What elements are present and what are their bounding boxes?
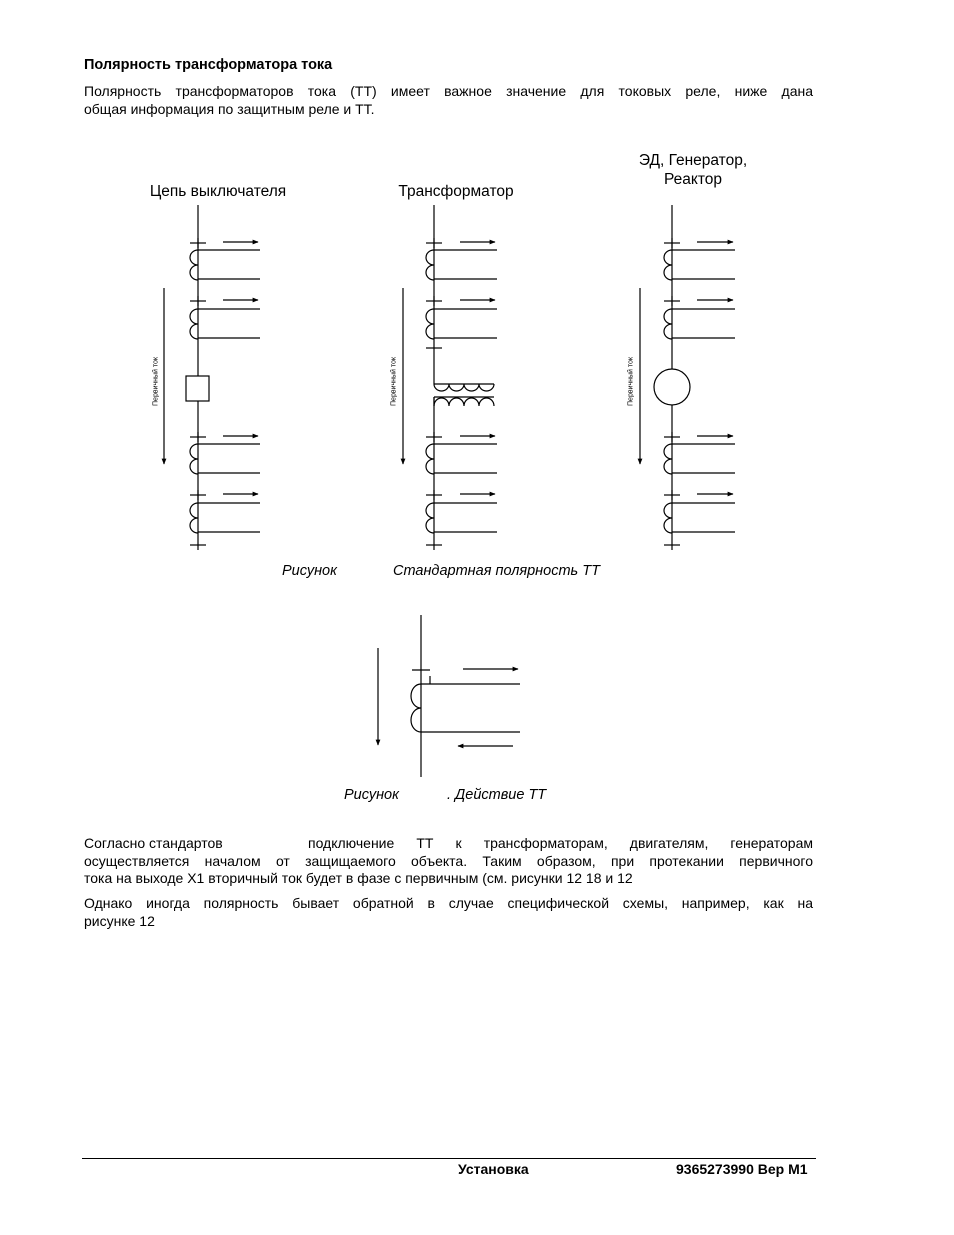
intro-line-1: Полярность трансформаторов тока (ТТ) имеет важное значение для токовых реле, ниже дана (84, 83, 813, 99)
ct-3d (664, 490, 735, 545)
motor-label-line-1: ЭД, Генератор, (638, 152, 748, 169)
ct-2b (426, 296, 497, 348)
reverse-line-1: Однако иногда полярность бывает обратной в случае специфической схемы, например, как на (84, 895, 813, 911)
standards-paragraph (84, 835, 813, 888)
transformer-label: Трансформатор (398, 183, 514, 200)
standards-line-1 (84, 835, 813, 853)
primary-current-label-2: Первичный ток (390, 357, 398, 406)
ct-1a (190, 238, 260, 280)
ct-2c (426, 432, 497, 474)
ct-1b (190, 296, 260, 339)
ct-3b (664, 296, 735, 339)
figure-1-caption-text: Стандартная полярность ТТ (393, 563, 600, 579)
breaker-circuit-label: Цепь выключателя (149, 183, 287, 200)
reverse-line-2: рисунке 12 (84, 912, 155, 929)
standards-line-1a: Согласно стандартов (84, 835, 223, 851)
figure-2-caption-text: . Действие ТТ (447, 787, 547, 803)
power-transformer-symbol (434, 384, 494, 406)
footer-section: Установка (458, 1161, 529, 1177)
standards-line-2: осуществляется началом от защищаемого объекта. Таким образом, при протекании первичного (84, 852, 813, 869)
figure-ct-action-diagram (378, 615, 520, 777)
ct-3c (664, 432, 735, 474)
primary-current-label-3: Первичный ток (627, 357, 635, 406)
ct-1c (190, 432, 260, 474)
figure-2-caption-label: Рисунок (344, 787, 399, 803)
reverse-polarity-paragraph (84, 895, 813, 930)
footer-divider (82, 1158, 816, 1159)
primary-current-label-1: Первичный ток (152, 357, 160, 406)
motor-generator-symbol (654, 369, 690, 405)
section-heading: Полярность трансформатора тока (84, 57, 333, 73)
ct-1d (190, 490, 260, 545)
ct-2d (426, 490, 497, 545)
intro-line-2: общая информация по защитным реле и ТТ. (84, 100, 375, 117)
breaker-symbol (186, 376, 209, 401)
ct-2a (426, 238, 497, 280)
footer-document-number: 9365273990 Вер М1 (676, 1161, 808, 1177)
motor-label-line-2: Реактор (663, 171, 723, 188)
standards-line-1b: подключение ТТ к трансформаторам, двигателям, генераторам (308, 835, 813, 851)
standards-line-3: тока на выходе X1 вторичный ток будет в фазе с первичным (см. рисунки 12 18 и 12 (84, 870, 633, 886)
ct-3a (664, 238, 735, 280)
figure-1-caption-label: Рисунок (282, 563, 337, 579)
